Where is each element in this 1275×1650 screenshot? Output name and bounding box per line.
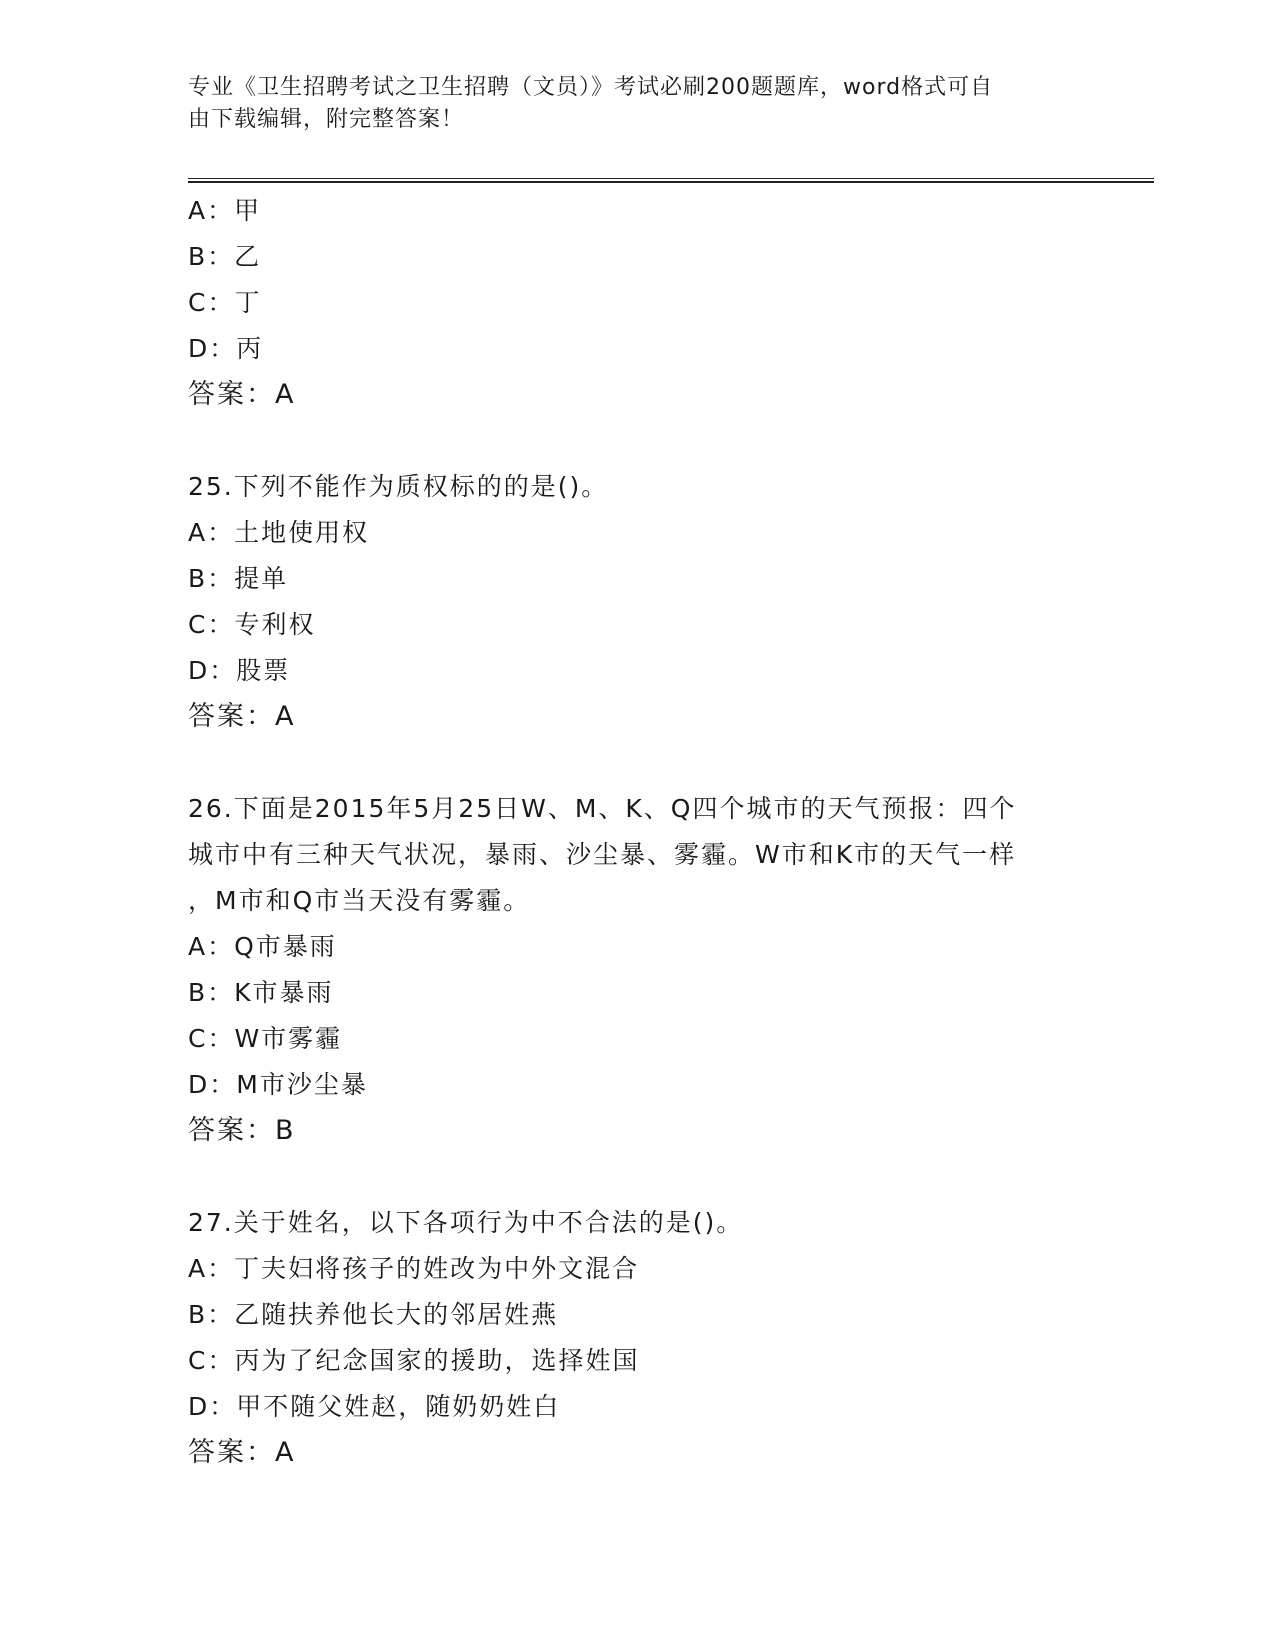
option-a: A：丁夫妇将孩子的姓改为中外文混合 xyxy=(188,1254,640,1283)
header-line-2: 由下载编辑，附完整答案！ xyxy=(188,107,465,132)
option-b: B：乙随扶养他长大的邻居姓燕 xyxy=(188,1300,559,1329)
question-stem-line-2: 城市中有三种天气状况，暴雨、沙尘暴、雾霾。W市和K市的天气一样 xyxy=(188,840,1017,869)
option-c: C：丁 xyxy=(188,288,262,317)
question-stem-line-1: 26.下面是2015年5月25日W、M、K、Q四个城市的天气预报：四个 xyxy=(188,794,1017,823)
option-c: C：丙为了纪念国家的援助，选择姓国 xyxy=(188,1346,640,1375)
header-divider xyxy=(188,178,1154,183)
option-d: D：丙 xyxy=(188,334,264,363)
question-list xyxy=(188,188,1088,1476)
option-c: C：专利权 xyxy=(188,610,316,639)
option-c: C：W市雾霾 xyxy=(188,1024,343,1053)
question-24 xyxy=(188,188,1088,418)
spacer xyxy=(188,1154,1088,1200)
question-26 xyxy=(188,786,1088,1154)
option-a: A：土地使用权 xyxy=(188,518,370,547)
option-d: D：股票 xyxy=(188,656,291,685)
option-a: A：Q市暴雨 xyxy=(188,932,337,961)
spacer xyxy=(188,418,1088,464)
document-header xyxy=(188,72,1088,136)
option-d: D：M市沙尘暴 xyxy=(188,1070,368,1099)
question-25 xyxy=(188,464,1088,740)
option-b: B：K市暴雨 xyxy=(188,978,334,1007)
question-stem: 25.下列不能作为质权标的的是()。 xyxy=(188,472,609,501)
question-27 xyxy=(188,1200,1088,1476)
answer-line: 答案：A xyxy=(188,701,296,732)
option-a: A：甲 xyxy=(188,196,262,225)
answer-line: 答案：A xyxy=(188,1437,296,1468)
answer-line: 答案：B xyxy=(188,1115,296,1146)
option-b: B：提单 xyxy=(188,564,289,593)
option-b: B：乙 xyxy=(188,242,262,271)
option-d: D：甲不随父姓赵，随奶奶姓白 xyxy=(188,1392,561,1421)
spacer xyxy=(188,740,1088,786)
question-stem-line-3: ，M市和Q市当天没有雾霾。 xyxy=(188,886,531,915)
answer-line: 答案：A xyxy=(188,379,296,410)
question-stem: 27.关于姓名，以下各项行为中不合法的是()。 xyxy=(188,1208,744,1237)
header-line-1: 专业《卫生招聘考试之卫生招聘（文员）》考试必刷200题题库，word格式可自 xyxy=(188,75,994,100)
